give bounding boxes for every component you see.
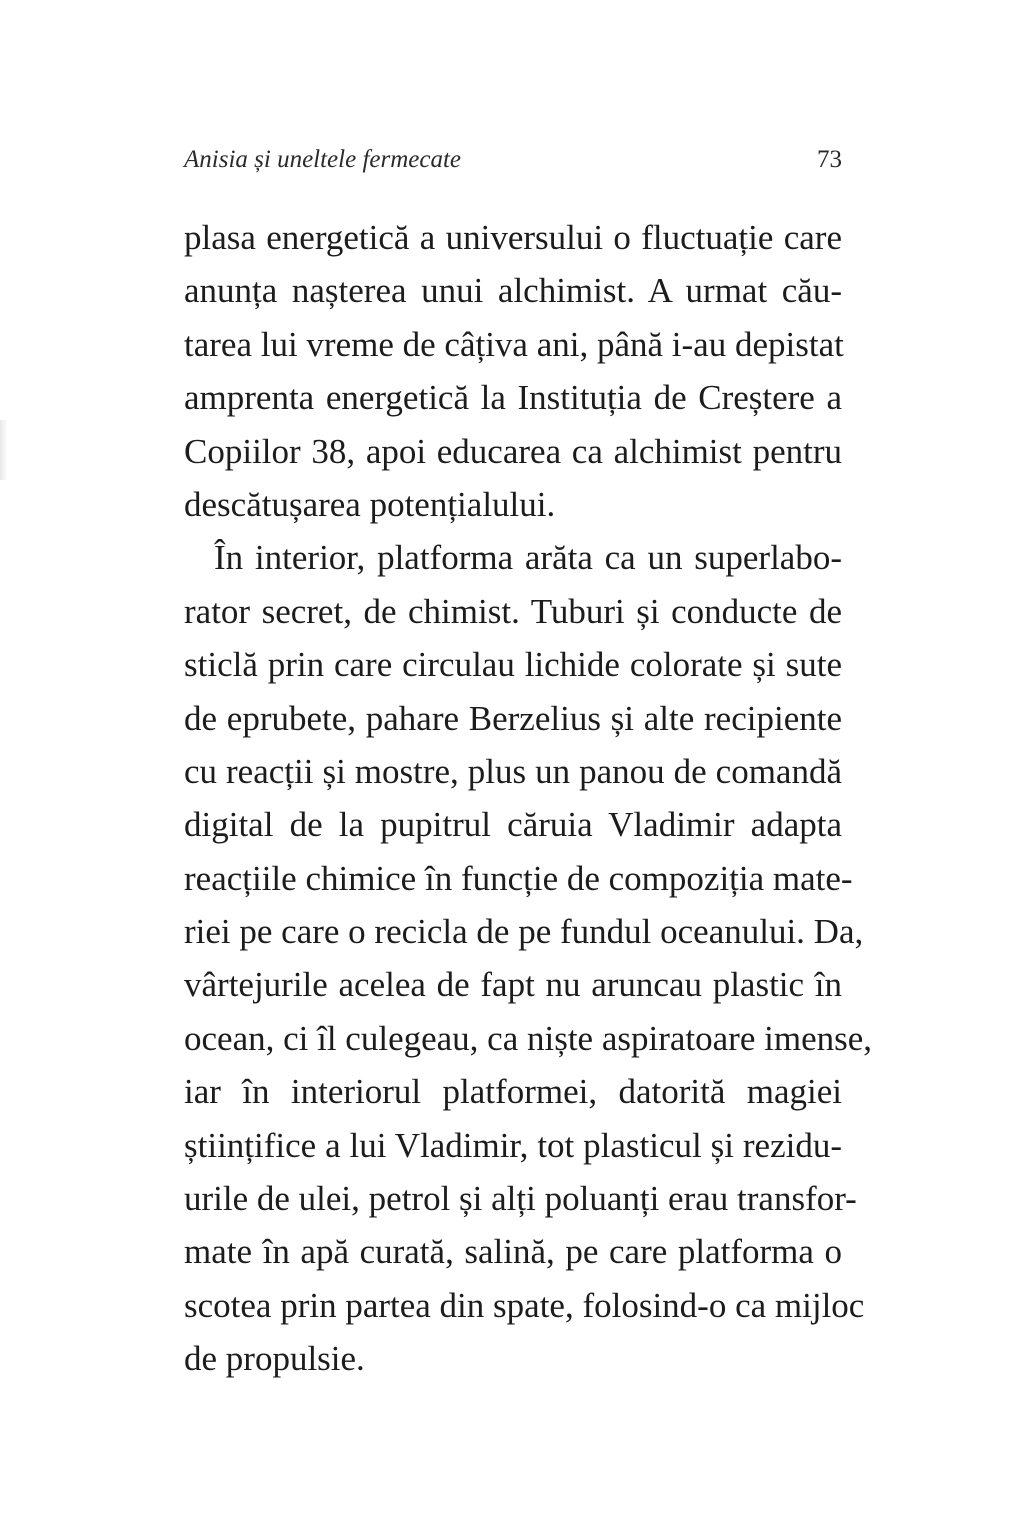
text-line: plasa energetică a universului o fluctuație care [184, 218, 842, 257]
text-line: tarea lui vreme de câțiva ani, până i-au depistat [184, 324, 844, 364]
text-line: Copiilor 38, apoi educarea ca alchimist pentru [184, 431, 842, 471]
text-line: rator secret, de chimist. Tuburi și conducte de [184, 591, 842, 631]
text-line: științifice a lui Vladimir, tot plasticul și rezidu- [184, 1125, 842, 1165]
text-line: riei pe care o recicla de pe fundul oceanului. Da, [184, 912, 864, 952]
text-line: ocean, ci îl culegeau, ca niște aspiratoare imense, [184, 1018, 873, 1058]
text-line: digital de la pupitrul căruia Vladimir adapta [184, 805, 842, 845]
text-line: În interior, platforma arăta ca un superlabo- [214, 538, 842, 578]
page-number: 73 [817, 146, 842, 173]
text-line: de eprubete, pahare Berzelius și alte recipiente [184, 698, 842, 738]
text-line: vârtejurile acelea de fapt nu aruncau plastic în [184, 965, 842, 1005]
text-line: urile de ulei, petrol și alți poluanți erau transfor- [184, 1179, 857, 1219]
text-line: cu reacții și mostre, plus un panou de comandă [184, 751, 842, 791]
text-line: reacțiile chimice în funcție de compoziția mate- [184, 858, 853, 898]
text-line: amprenta energetică la Instituția de Creștere a [184, 378, 842, 418]
text-line: iar în interiorul platformei, datorită magiei [184, 1072, 842, 1112]
running-title: Anisia și uneltele fermecate [184, 146, 462, 173]
page-edge-shadow [0, 420, 8, 480]
running-header [184, 142, 842, 178]
text-line: sticlă prin care circulau lichide colorate și sute [184, 645, 842, 685]
text-line: scotea prin partea din spate, folosind-o ca mijloc [184, 1285, 865, 1325]
text-line: de propulsie. [184, 1339, 365, 1379]
text-line: descătușarea potențialului. [184, 484, 556, 524]
text-line: anunța nașterea unui alchimist. A urmat cău- [184, 271, 842, 311]
body-text [184, 211, 873, 1386]
text-line: mate în apă curată, salină, pe care platforma o [184, 1232, 842, 1272]
